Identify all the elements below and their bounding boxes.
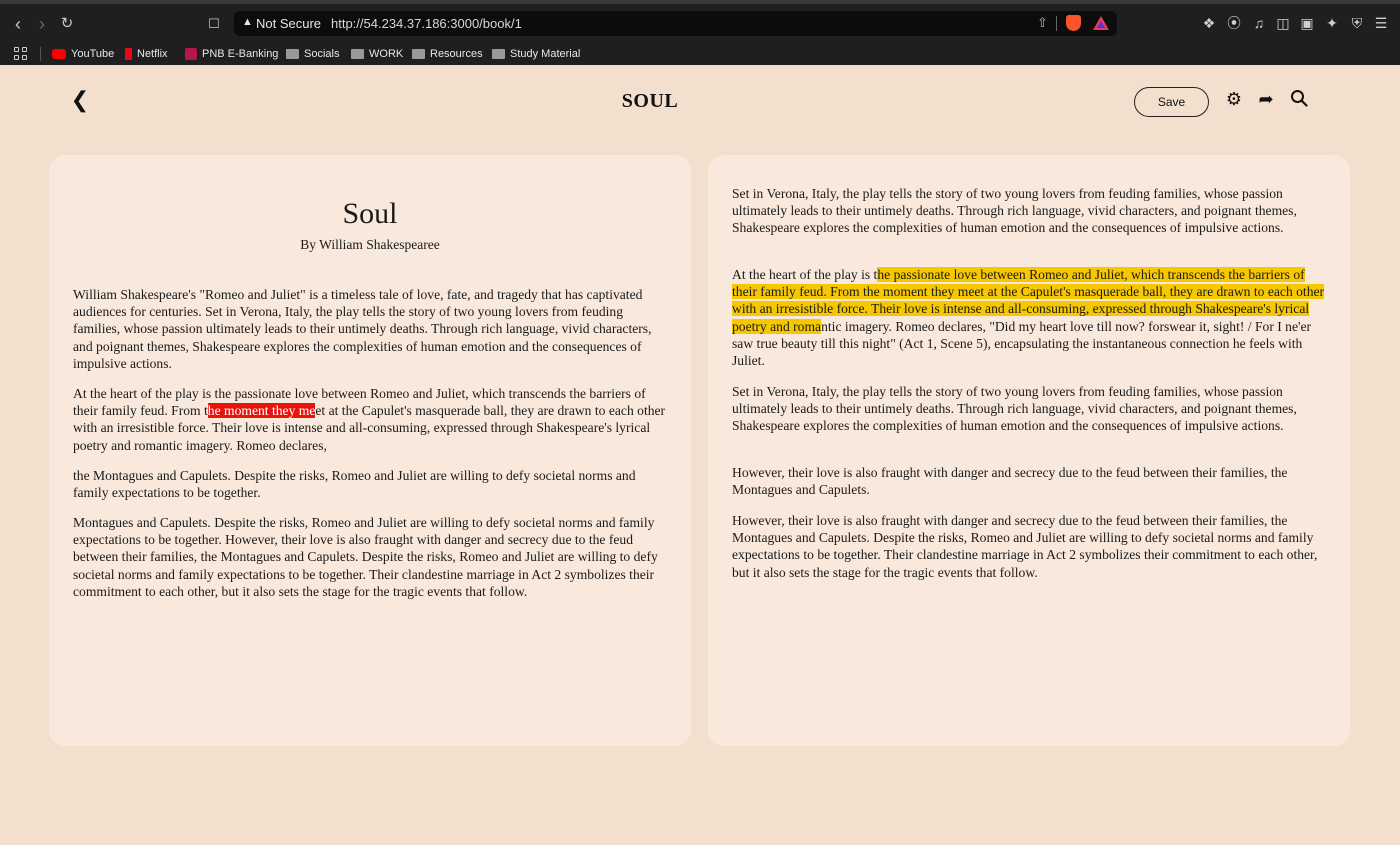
paragraph-with-highlight: At the heart of the play is the passionate love between Romeo and Juliet, which transcends the barriers of their family feud. From the moment they meet at the Capulet's masquerade ball, they are drawn to each other with an irresistible force. Their love is intense and all-consuming, expressed through Shakespeare's lyrical poetry and romantic imagery. Romeo declares, "Did my heart love till now? forswear it, sight! / For I ne'er saw true beauty till this night" (Act 1, Scene 5), encapsulating the instantaneous connection he feels with Juliet. bbox=[732, 267, 1325, 369]
paragraph: the Montagues and Capulets. Despite the risks, Romeo and Juliet are willing to defy societal norms and family expectations to be together. bbox=[73, 468, 636, 501]
warning-icon: ▲ bbox=[242, 16, 253, 28]
extension-icon[interactable]: ⦿ bbox=[1227, 15, 1241, 31]
document-author: By William Shakespearee bbox=[300, 237, 440, 252]
url-text[interactable]: http://54.234.37.186:3000/book/1 bbox=[331, 16, 522, 31]
right-page bbox=[708, 155, 1350, 746]
security-label: Not Secure bbox=[256, 16, 322, 31]
search-icon[interactable] bbox=[1288, 89, 1310, 111]
save-button[interactable]: Save bbox=[1134, 87, 1209, 117]
pnb-icon bbox=[185, 48, 197, 60]
wallet-icon[interactable]: ▣ bbox=[1300, 15, 1314, 31]
reader-header bbox=[0, 65, 1400, 140]
netflix-icon bbox=[125, 48, 132, 60]
bookmark-resources[interactable]: Resources bbox=[412, 46, 483, 62]
menu-icon[interactable]: ☰ bbox=[1374, 15, 1388, 31]
brave-shield-icon[interactable] bbox=[1066, 15, 1081, 31]
red-highlight[interactable]: he moment they me bbox=[207, 403, 316, 419]
folder-icon bbox=[351, 49, 364, 59]
paragraph: William Shakespeare's "Romeo and Juliet" is a timeless tale of love, fate, and tragedy that has captivated audiences for centuries. Set in Verona, Italy, the play tells the story of two young lovers from feuding families, whose passion ultimately leads to their untimely deaths. Through rich language, vivid characters, and poignant themes, Shakespeare explores the complexities of human emotion and the consequences of impulsive actions. bbox=[73, 287, 652, 371]
share-icon[interactable]: ➦ bbox=[1258, 89, 1274, 110]
back-chevron-icon[interactable]: ❮ bbox=[70, 88, 90, 113]
youtube-icon bbox=[52, 49, 66, 59]
bookmark-study-material[interactable]: Study Material bbox=[492, 46, 580, 62]
bookmarks-bar bbox=[0, 44, 1400, 64]
extensions-icon[interactable]: ❖ bbox=[1202, 15, 1216, 31]
address-bar[interactable] bbox=[234, 11, 1117, 36]
book-title: SOUL bbox=[621, 90, 679, 112]
left-page bbox=[49, 155, 691, 746]
paragraph: Set in Verona, Italy, the play tells the story of two young lovers from feuding families, whose passion ultimately leads to their untimely deaths. Through rich language, vivid characters, and poignant themes, Shakespeare explores the complexities of human emotion and the consequences of impulsive actions. bbox=[732, 186, 1297, 236]
url-divider bbox=[1056, 16, 1057, 31]
folder-icon bbox=[412, 49, 425, 59]
vpn-icon[interactable]: ⛨ bbox=[1351, 15, 1363, 31]
folder-icon bbox=[286, 49, 299, 59]
page-share-icon[interactable]: ⇧ bbox=[1037, 15, 1048, 30]
music-icon[interactable]: ♫ bbox=[1253, 15, 1265, 31]
yellow-highlight[interactable]: he passionate love between Romeo and Juliet, which transcends the barriers of their family feud. From the moment they meet at the Capulet's masquerade ball, they are drawn to each other with an irresistible force. Their love is intense and all-consuming, expressed through Shakespeare's lyrical poetry and roma bbox=[732, 267, 1325, 334]
paragraph: However, their love is also fraught with danger and secrecy due to the feud between their families, the Montagues and Capulets. bbox=[732, 465, 1288, 498]
bookmark-netflix[interactable]: Netflix bbox=[125, 46, 168, 62]
leo-ai-icon[interactable]: ✦ bbox=[1326, 15, 1338, 31]
paragraph: However, their love is also fraught with danger and secrecy due to the feud between their families, the Montagues and Capulets. Despite the risks, Romeo and Juliet are willing to defy societal norms and family expectations to be together. Their clandestine marriage in Act 2 symbolizes their commitment to each other, but it also sets the stage for the tragic events that follow. bbox=[732, 513, 1318, 580]
browser-back-icon[interactable]: ‹ bbox=[15, 14, 21, 34]
bookmark-icon[interactable]: ☐ bbox=[208, 16, 220, 31]
gear-icon[interactable]: ⚙ bbox=[1225, 89, 1243, 110]
paragraph: Montagues and Capulets. Despite the risks, Romeo and Juliet are willing to defy societal norms and family expectations to be together. However, their love is also fraught with danger and secrecy due to the feud between their families, the Montagues and Capulets. Despite the risks, Romeo and Juliet are willing to defy societal norms and family expectations to be together. Their clandestine marriage in Act 2 symbolizes their commitment to each other, but it also sets the stage for the tragic events that follow. bbox=[73, 515, 658, 599]
folder-icon bbox=[492, 49, 505, 59]
bookmark-work[interactable]: WORK bbox=[351, 46, 403, 62]
browser-forward-icon[interactable]: › bbox=[39, 14, 45, 34]
document-title: Soul bbox=[342, 197, 398, 230]
brave-rewards-icon[interactable] bbox=[1093, 16, 1109, 30]
paragraph-with-highlight: At the heart of the play is the passionate love between Romeo and Juliet, which transcends the barriers of their family feud. From the moment they meet at the Capulet's masquerade ball, they are drawn to each other with an irresistible force. Their love is intense and all-consuming, expressed through Shakespeare's lyrical poetry and romantic imagery. Romeo declares, bbox=[73, 386, 666, 453]
bookmark-socials[interactable]: Socials bbox=[286, 46, 339, 62]
bookmark-pnb[interactable]: PNB E-Banking bbox=[185, 46, 278, 62]
reload-icon[interactable]: ↻ bbox=[60, 15, 74, 32]
bookmark-youtube[interactable]: YouTube bbox=[52, 46, 114, 62]
browser-chrome bbox=[0, 0, 1400, 65]
sidebar-icon[interactable]: ◫ bbox=[1276, 15, 1290, 31]
paragraph: Set in Verona, Italy, the play tells the story of two young lovers from feuding families, whose passion ultimately leads to their untimely deaths. Through rich language, vivid characters, and poignant themes, Shakespeare explores the complexities of human emotion and the consequences of impulsive actions. bbox=[732, 384, 1297, 434]
